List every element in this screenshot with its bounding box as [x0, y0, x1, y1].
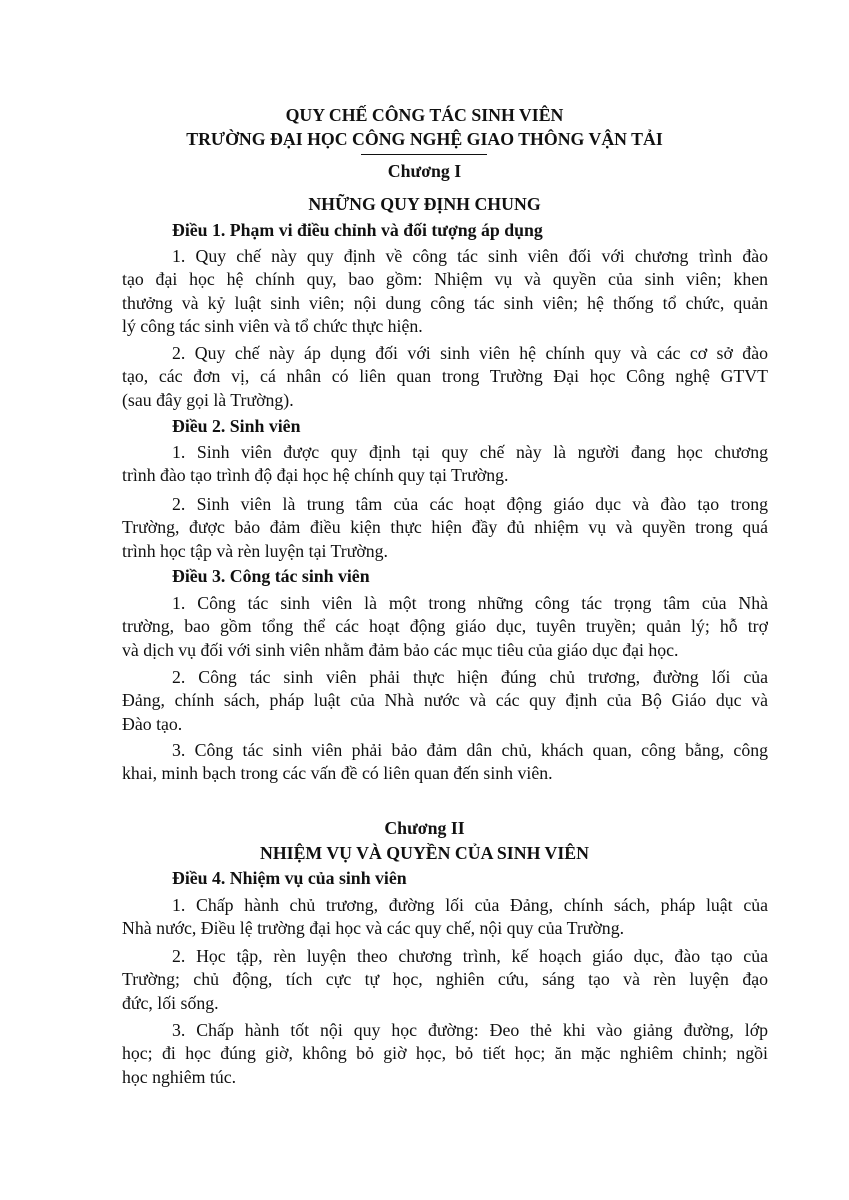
title-divider: [361, 154, 487, 155]
article-3-heading: Điều 3. Công tác sinh viên: [172, 566, 370, 586]
text-line: Đảng, chính sách, pháp luật của Nhà nước và các quy định của Bộ Giáo dục và: [122, 690, 768, 711]
document-title-line-1: QUY CHẾ CÔNG TÁC SINH VIÊN: [285, 105, 564, 125]
article-2-paragraph-1: [122, 441, 768, 488]
chapter-2-title: NHIỆM VỤ VÀ QUYỀN CỦA SINH VIÊN: [259, 843, 589, 863]
text-line: 1. Sinh viên được quy định tại quy chế này là người đang học chương: [172, 442, 768, 462]
text-line: lý công tác sinh viên và tổ chức thực hiện.: [122, 316, 423, 337]
text-line: 3. Công tác sinh viên phải bảo đảm dân chủ, khách quan, công bằng, công: [172, 740, 768, 760]
article-4-paragraph-3: [122, 1019, 768, 1089]
chapter-2-label: Chương II: [384, 818, 465, 838]
document-title-line-2: TRƯỜNG ĐẠI HỌC CÔNG NGHỆ GIAO THÔNG VẬN TẢI: [186, 129, 663, 149]
text-line: 1. Quy chế này quy định về công tác sinh viên đối với chương trình đào: [172, 246, 768, 266]
text-line: Nhà nước, Điều lệ trường đại học và các quy chế, nội quy của Trường.: [122, 918, 625, 939]
article-1-paragraph-2: [122, 342, 768, 412]
text-line: trình học tập và rèn luyện tại Trường.: [122, 540, 388, 561]
text-line: học nghiêm túc.: [122, 1066, 237, 1087]
article-2-paragraph-2: [122, 493, 768, 563]
text-line: 2. Học tập, rèn luyện theo chương trình, kế hoạch giáo dục, đào tạo của: [172, 946, 768, 966]
text-line: trường, bao gồm tổng thể các hoạt động giáo dục, tuyên truyền; quản lý; hỗ trợ: [122, 616, 768, 637]
text-line: tạo, các đơn vị, cá nhân có liên quan trong Trường Đại học Công nghệ GTVT: [122, 366, 768, 387]
text-line: và dịch vụ đối với sinh viên nhằm đảm bảo các mục tiêu của giáo dục đại học.: [122, 639, 679, 660]
article-1-paragraph-1: [122, 245, 768, 339]
text-line: 1. Chấp hành chủ trương, đường lối của Đảng, chính sách, pháp luật của: [172, 895, 768, 915]
text-line: 3. Chấp hành tốt nội quy học đường: Đeo thẻ khi vào giảng đường, lớp: [172, 1020, 768, 1040]
text-line: Đào tạo.: [122, 713, 183, 734]
chapter-1-label: Chương I: [387, 161, 462, 181]
text-line: đức, lối sống.: [122, 992, 219, 1013]
text-line: 2. Quy chế này áp dụng đối với sinh viên hệ chính quy và các cơ sở đào: [172, 343, 768, 363]
text-line: khai, minh bạch trong các vấn đề có liên quan đến sinh viên.: [122, 763, 553, 784]
text-line: học; đi học đúng giờ, không bỏ giờ học, bỏ tiết học; ăn mặc nghiêm chỉnh; ngồi: [122, 1043, 768, 1064]
article-4-paragraph-1: [122, 894, 768, 941]
article-3-paragraph-2: [122, 666, 768, 736]
chapter-1-title: NHỮNG QUY ĐỊNH CHUNG: [308, 194, 541, 214]
article-2-heading: Điều 2. Sinh viên: [172, 416, 301, 436]
text-line: 2. Công tác sinh viên phải thực hiện đúng chủ trương, đường lối của: [172, 667, 768, 687]
article-4-heading: Điều 4. Nhiệm vụ của sinh viên: [172, 868, 407, 888]
text-line: 1. Công tác sinh viên là một trong những công tác trọng tâm của Nhà: [172, 593, 768, 613]
article-3-paragraph-3: [122, 739, 768, 786]
text-line: Trường, được bảo đảm điều kiện thực hiện đầy đủ nhiệm vụ và quyền trong quá: [122, 517, 768, 538]
article-3-paragraph-1: [122, 592, 768, 662]
article-4-paragraph-2: [122, 945, 768, 1015]
text-line: trình đào tạo trình độ đại học hệ chính quy tại Trường.: [122, 465, 509, 486]
text-line: 2. Sinh viên là trung tâm của các hoạt động giáo dục và đào tạo trong: [172, 494, 768, 514]
text-line: (sau đây gọi là Trường).: [122, 389, 294, 410]
text-line: thưởng và kỷ luật sinh viên; nội dung công tác sinh viên; hệ thống tổ chức, quản: [122, 292, 768, 313]
article-1-heading: Điều 1. Phạm vi điều chỉnh và đối tượng áp dụng: [172, 220, 543, 240]
text-line: tạo đại học hệ chính quy, bao gồm: Nhiệm vụ và quyền của sinh viên; khen: [122, 269, 768, 290]
text-line: Trường; chủ động, tích cực tự học, nghiên cứu, sáng tạo và rèn luyện đạo: [122, 969, 768, 990]
